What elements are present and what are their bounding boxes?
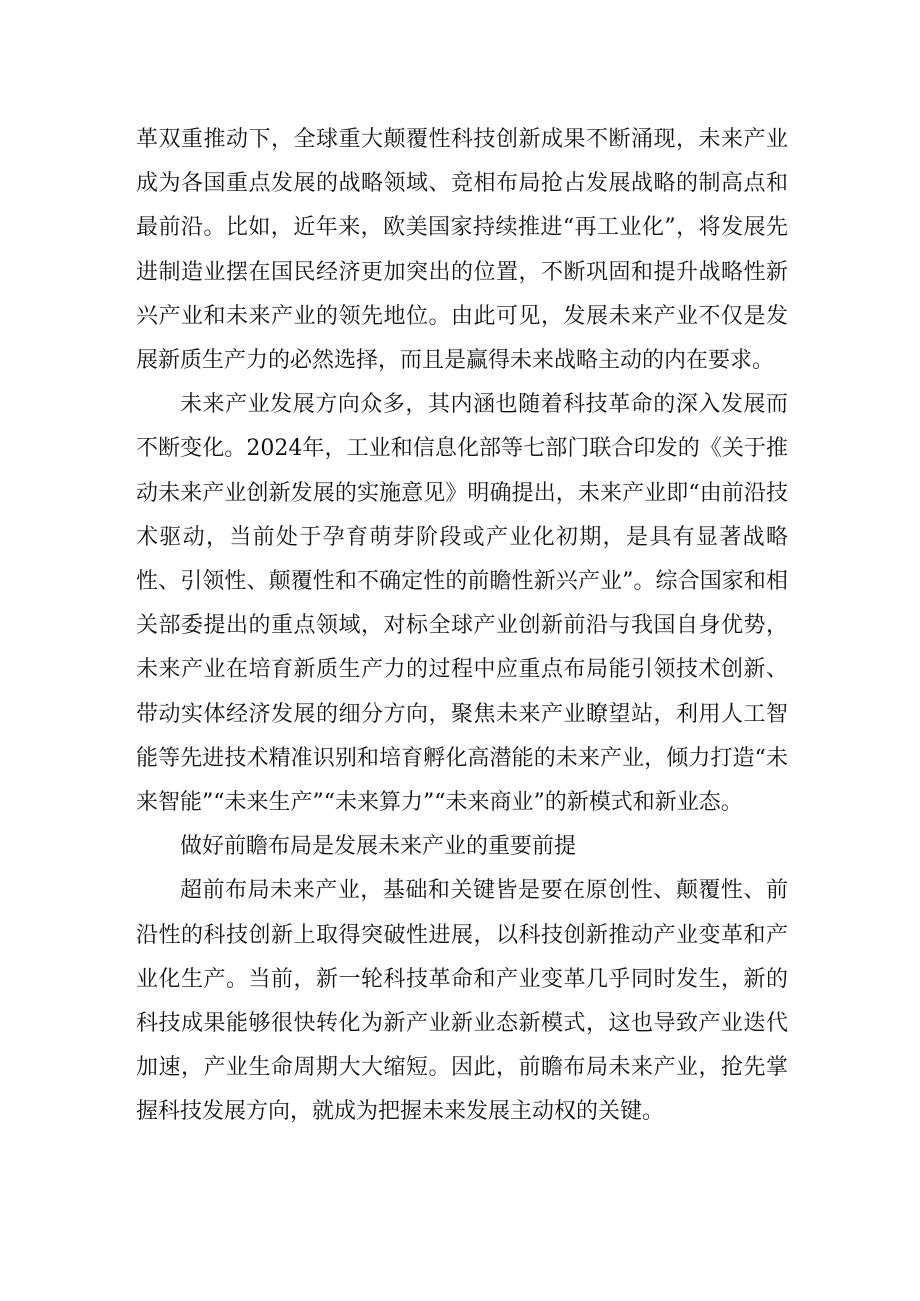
paragraph-forward-layout: 超前布局未来产业，基础和关键皆是要在原创性、颠覆性、前沿性的科技创新上取得突破性进展，以科技创新推动产业变革和产业化生产。当前，新一轮科技革命和产业变革几乎同时发生，新的科技成果能够很快转化为新产业新业态新模式，这也导致产业迭代加速，产业生命周期大大缩短。因此，前瞻布局未来产业，抢先掌握科技发展方向，就成为把握未来发展主动权的关键。 xyxy=(136,878,788,1125)
section-heading: 做好前瞻布局是发展未来产业的重要前提 xyxy=(180,834,577,860)
paragraph-continuation: 革双重推动下，全球重大颠覆性科技创新成果不断涌现，未来产业成为各国重点发展的战略领域、竞相布局抢占发展战略的制高点和最前沿。比如，近年来，欧美国家持续推进“再工业化”，将发展先进制造业摆在国民经济更加突出的位置，不断巩固和提升战略性新兴产业和未来产业的领先地位。由此可见，发展未来产业不仅是发展新质生产力的必然选择，而且是赢得未来战略主动的内在要求。 xyxy=(136,127,788,374)
paragraph-future-industry-directions: 未来产业发展方向众多，其内涵也随着科技革命的深入发展而不断变化。2024年，工业和信息化部等七部门联合印发的《关于推动未来产业创新发展的实施意见》明确提出，未来产业即“由前沿技术驱动，当前处于孕育萌芽阶段或产业化初期，是具有显著战略性、引领性、颠覆性和不确定性的前瞻性新兴产业”。综合国家和相关部委提出的重点领域，对标全球产业创新前沿与我国自身优势，未来产业在培育新质生产力的过程中应重点布局能引领技术创新、带动实体经济发展的细分方向，聚焦未来产业瞭望站，利用人工智能等先进技术精准识别和培育孵化高潜能的未来产业，倾力打造“未来智能”“未来生产”“未来算力”“未来商业”的新模式和新业态。 xyxy=(136,392,788,816)
document-body xyxy=(136,118,788,1135)
